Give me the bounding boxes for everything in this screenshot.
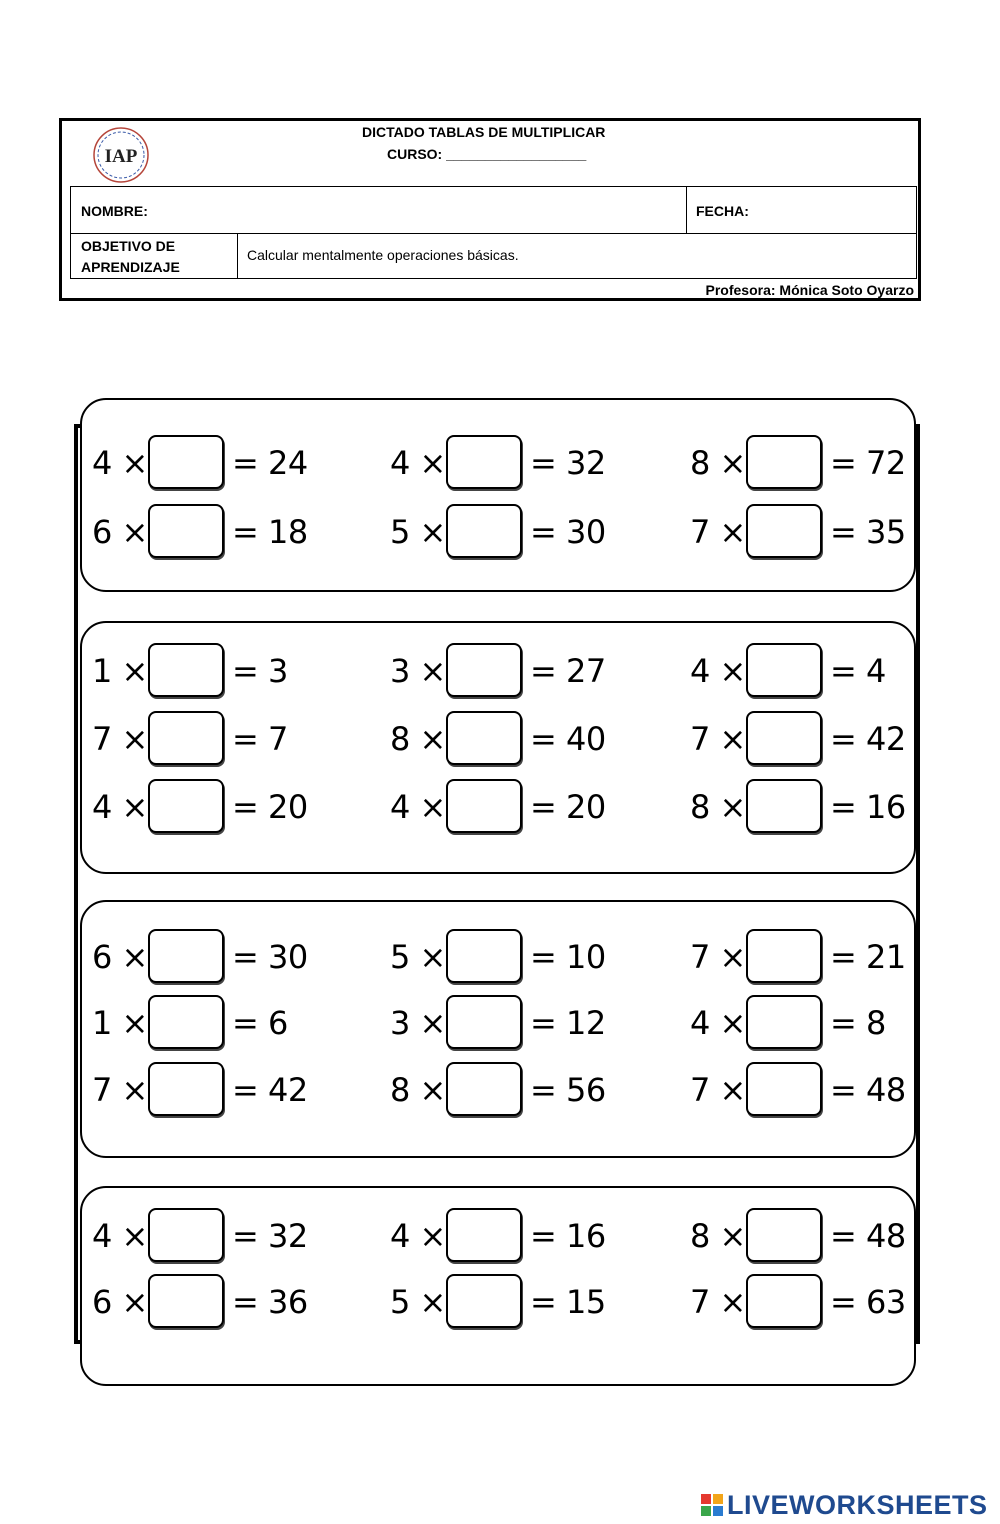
product-text: = 42 — [830, 720, 906, 758]
school-logo — [92, 126, 150, 184]
factor-text: 6 × — [92, 1283, 148, 1321]
product-text: = 7 — [232, 720, 288, 758]
answer-box[interactable] — [446, 929, 522, 983]
worksheet-title: DICTADO TABLAS DE MULTIPLICAR — [362, 124, 606, 140]
fecha-label: FECHA: — [696, 203, 749, 219]
objetivo-label: OBJETIVO DE APRENDIZAJE — [81, 238, 180, 275]
factor-text: 7 × — [92, 1071, 148, 1109]
factor-text: 4 × — [690, 1004, 746, 1042]
product-text: = 16 — [530, 1217, 606, 1255]
product-text: = 72 — [830, 444, 906, 482]
factor-text: 3 × — [390, 652, 446, 690]
exercise-panel-1 — [80, 398, 916, 592]
product-text: = 32 — [232, 1217, 308, 1255]
answer-box[interactable] — [148, 504, 224, 558]
name-date-row — [70, 186, 917, 234]
product-text: = 8 — [830, 1004, 886, 1042]
product-text: = 20 — [530, 788, 606, 826]
product-text: = 32 — [530, 444, 606, 482]
answer-box[interactable] — [446, 435, 522, 489]
factor-text: 7 × — [690, 720, 746, 758]
answer-box[interactable] — [148, 1062, 224, 1116]
answer-box[interactable] — [148, 779, 224, 833]
teacher-name: Profesora: Mónica Soto Oyarzo — [705, 282, 914, 298]
factor-text: 4 × — [390, 444, 446, 482]
product-text: = 18 — [232, 513, 308, 551]
objective-row — [70, 233, 917, 279]
answer-box[interactable] — [746, 929, 822, 983]
factor-text: 6 × — [92, 938, 148, 976]
factor-text: 4 × — [92, 788, 148, 826]
factor-text: 3 × — [390, 1004, 446, 1042]
liveworksheets-logo-icon — [700, 1493, 724, 1517]
factor-text: 1 × — [92, 1004, 148, 1042]
factor-text: 5 × — [390, 938, 446, 976]
answer-box[interactable] — [746, 435, 822, 489]
answer-box[interactable] — [446, 504, 522, 558]
product-text: = 36 — [232, 1283, 308, 1321]
factor-text: 8 × — [390, 1071, 446, 1109]
answer-box[interactable] — [446, 711, 522, 765]
product-text: = 42 — [232, 1071, 308, 1109]
product-text: = 48 — [830, 1071, 906, 1109]
factor-text: 8 × — [690, 1217, 746, 1255]
product-text: = 35 — [830, 513, 906, 551]
factor-text: 5 × — [390, 1283, 446, 1321]
answer-box[interactable] — [446, 1274, 522, 1328]
product-text: = 56 — [530, 1071, 606, 1109]
objetivo-text: Calcular mentalmente operaciones básicas. — [247, 247, 519, 263]
answer-box[interactable] — [746, 779, 822, 833]
answer-box[interactable] — [446, 1208, 522, 1262]
product-text: = 15 — [530, 1283, 606, 1321]
answer-box[interactable] — [148, 435, 224, 489]
factor-text: 4 × — [690, 652, 746, 690]
product-text: = 4 — [830, 652, 886, 690]
product-text: = 3 — [232, 652, 288, 690]
factor-text: 6 × — [92, 513, 148, 551]
answer-box[interactable] — [446, 643, 522, 697]
factor-text: 7 × — [690, 513, 746, 551]
worksheet-header — [59, 118, 921, 301]
factor-text: 7 × — [92, 720, 148, 758]
factor-text: 4 × — [92, 444, 148, 482]
product-text: = 24 — [232, 444, 308, 482]
answer-box[interactable] — [148, 995, 224, 1049]
answer-box[interactable] — [746, 995, 822, 1049]
product-text: = 12 — [530, 1004, 606, 1042]
factor-text: 4 × — [92, 1217, 148, 1255]
product-text: = 48 — [830, 1217, 906, 1255]
answer-box[interactable] — [148, 643, 224, 697]
product-text: = 16 — [830, 788, 906, 826]
answer-box[interactable] — [148, 1274, 224, 1328]
answer-box[interactable] — [746, 711, 822, 765]
product-text: = 21 — [830, 938, 906, 976]
factor-text: 7 × — [690, 938, 746, 976]
answer-box[interactable] — [148, 1208, 224, 1262]
product-text: = 6 — [232, 1004, 288, 1042]
factor-text: 1 × — [92, 652, 148, 690]
factor-text: 8 × — [690, 444, 746, 482]
product-text: = 30 — [530, 513, 606, 551]
answer-box[interactable] — [446, 779, 522, 833]
product-text: = 40 — [530, 720, 606, 758]
answer-box[interactable] — [148, 929, 224, 983]
product-text: = 10 — [530, 938, 606, 976]
cell-divider — [237, 234, 238, 278]
answer-box[interactable] — [746, 1274, 822, 1328]
logo-text: IAP — [104, 146, 138, 167]
exercise-frame — [74, 424, 920, 1344]
factor-text: 4 × — [390, 788, 446, 826]
answer-box[interactable] — [746, 1208, 822, 1262]
answer-box[interactable] — [746, 504, 822, 558]
factor-text: 7 × — [690, 1071, 746, 1109]
cell-divider — [686, 187, 687, 233]
answer-box[interactable] — [446, 995, 522, 1049]
product-text: = 30 — [232, 938, 308, 976]
factor-text: 7 × — [690, 1283, 746, 1321]
brand-text: LIVEWORKSHEETS — [727, 1490, 988, 1520]
product-text: = 63 — [830, 1283, 906, 1321]
answer-box[interactable] — [446, 1062, 522, 1116]
factor-text: 5 × — [390, 513, 446, 551]
answer-box[interactable] — [148, 711, 224, 765]
factor-text: 8 × — [390, 720, 446, 758]
factor-text: 8 × — [690, 788, 746, 826]
answer-box[interactable] — [746, 1062, 822, 1116]
nombre-label: NOMBRE: — [81, 203, 148, 219]
factor-text: 4 × — [390, 1217, 446, 1255]
curso-field[interactable]: CURSO: __________________ — [387, 146, 587, 162]
answer-box[interactable] — [746, 643, 822, 697]
product-text: = 20 — [232, 788, 308, 826]
product-text: = 27 — [530, 652, 606, 690]
